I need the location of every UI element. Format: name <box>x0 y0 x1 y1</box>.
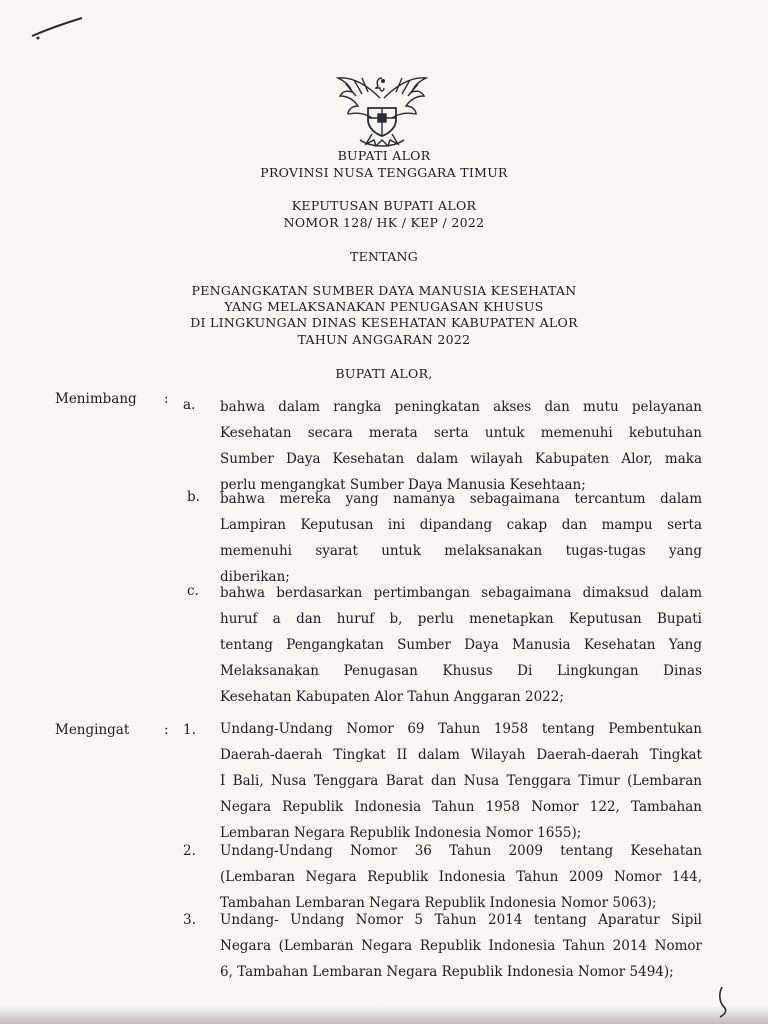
text-line: Daerah-daerah Tingkat II dalam Wilayah Daerah-daerah Tingkat <box>220 747 702 763</box>
text-line: memenuhi syarat untuk melaksanakan tugas-tugas yang <box>220 543 702 559</box>
text-line: Undang-Undang Nomor 36 Tahun 2009 tentang Kesehatan <box>220 843 702 859</box>
mengingat-item-text <box>220 838 702 916</box>
text-line: Negara (Lembaran Negara Republik Indonesia Tahun 2014 Nomor <box>220 938 702 954</box>
text-line: huruf a dan huruf b, perlu menetapkan Keputusan Bupati <box>220 611 702 627</box>
text-line: bahwa berdasarkan pertimbangan sebagaimana dimaksud dalam <box>220 585 702 601</box>
pen-stroke-mark <box>28 14 88 44</box>
subject-line: PENGANGKATAN SUMBER DAYA MANUSIA KESEHATAN <box>191 283 577 298</box>
text-line: Undang-Undang Nomor 69 Tahun 1958 tentang Pembentukan <box>220 721 702 737</box>
subject-line: YANG MELAKSANAKAN PENUGASAN KHUSUS <box>224 299 544 314</box>
mengingat-item-text <box>220 716 702 846</box>
text-line: (Lembaran Negara Republik Indonesia Tahun 2009 Nomor 144, <box>220 869 702 885</box>
text-line: Kesehatan secara merata serta untuk memenuhi kebutuhan <box>220 425 702 441</box>
mengingat-item-marker: 3. <box>183 912 196 928</box>
menimbang-item-marker: b. <box>187 489 200 505</box>
mengingat-item-text <box>220 907 702 985</box>
text-line: Melaksanakan Penugasan Khusus Di Lingkungan Dinas <box>220 663 702 679</box>
text-line: Undang- Undang Nomor 5 Tahun 2014 tentang Aparatur Sipil <box>220 912 702 928</box>
issuer-title: BUPATI ALOR, <box>335 366 433 381</box>
menimbang-item-text <box>220 580 702 710</box>
about-heading: TENTANG <box>349 249 419 264</box>
text-line: Tambahan Lembaran Negara Republik Indonesia Nomor 5063); <box>220 895 657 911</box>
menimbang-label: Menimbang <box>55 391 137 407</box>
menimbang-item-marker: a. <box>183 397 196 413</box>
province-title: PROVINSI NUSA TENGGARA TIMUR <box>260 165 508 180</box>
menimbang-item-text <box>220 394 702 498</box>
menimbang-colon: : <box>164 391 169 407</box>
text-line: diberikan; <box>220 569 290 585</box>
subject-line: DI LINGKUNGAN DINAS KESEHATAN KABUPATEN ALOR <box>190 315 578 330</box>
garuda-pancasila-emblem-icon <box>332 68 432 150</box>
text-line: Lampiran Keputusan ini dipandang cakap dan mampu serta <box>220 517 702 533</box>
text-line: perlu mengangkat Sumber Daya Manusia Kesehtaan; <box>220 477 586 493</box>
menimbang-item-marker: c. <box>187 583 199 599</box>
text-line: 6, Tambahan Lembaran Negara Republik Indonesia Nomor 5494); <box>220 964 674 980</box>
text-line: I Bali, Nusa Tenggara Barat dan Nusa Tenggara Timur (Lembaran <box>220 773 702 789</box>
text-line: Kesehatan Kabupaten Alor Tahun Anggaran 2022; <box>220 689 564 705</box>
mengingat-item-marker: 2. <box>183 843 196 859</box>
mengingat-item-marker: 1. <box>183 722 196 738</box>
mengingat-label: Mengingat <box>55 722 130 738</box>
text-line: bahwa mereka yang namanya sebagaimana tercantum dalam <box>220 491 702 507</box>
official-title: BUPATI ALOR <box>337 148 431 163</box>
decree-number: NOMOR 128/ HK / KEP / 2022 <box>283 215 485 230</box>
decree-title: KEPUTUSAN BUPATI ALOR <box>291 198 477 213</box>
menimbang-item-text <box>220 486 702 590</box>
text-line: Negara Republik Indonesia Tahun 1958 Nomor 122, Tambahan <box>220 799 702 815</box>
text-line: Sumber Daya Kesehatan dalam wilayah Kabupaten Alor, maka <box>220 451 702 467</box>
subject-line: TAHUN ANGGARAN 2022 <box>297 332 471 347</box>
text-line: Lembaran Negara Republik Indonesia Nomor 1655); <box>220 825 582 841</box>
text-line: tentang Pengangkatan Sumber Daya Manusia Kesehatan Yang <box>220 637 702 653</box>
text-line: bahwa dalam rangka peningkatan akses dan mutu pelayanan <box>220 399 702 415</box>
scan-bottom-edge <box>0 1006 768 1024</box>
mengingat-colon: : <box>164 722 169 738</box>
